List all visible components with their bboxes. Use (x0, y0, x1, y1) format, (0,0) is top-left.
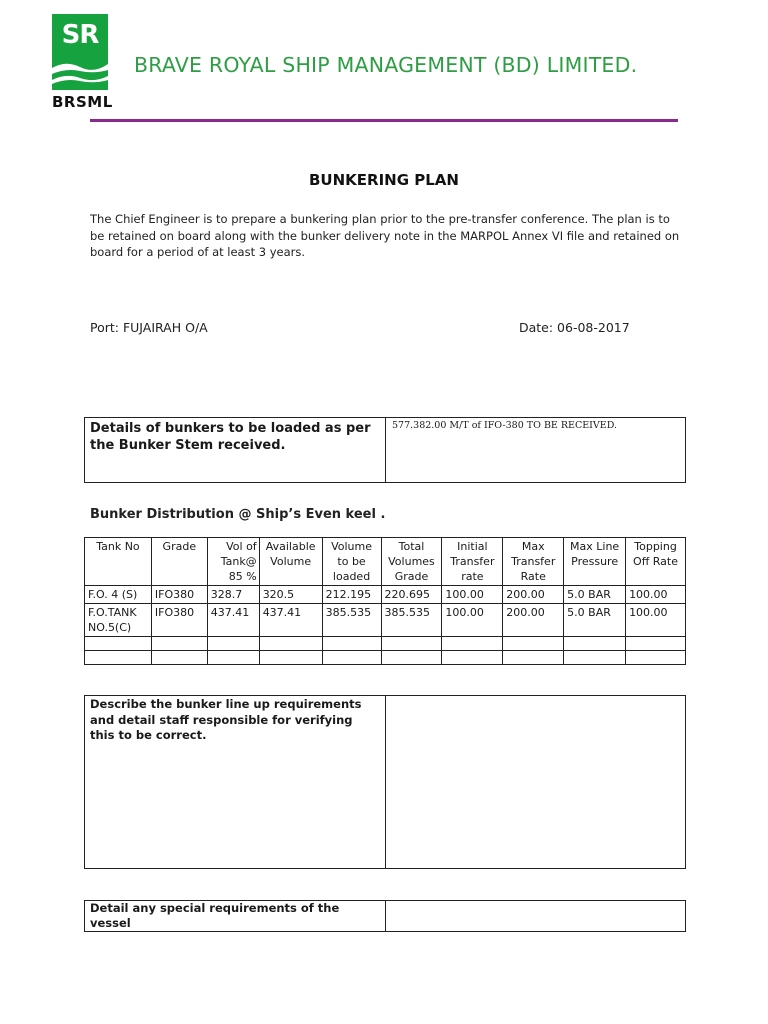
table-cell: 437.41 (207, 604, 259, 637)
table-cell (442, 651, 503, 665)
wave-icon (52, 58, 108, 90)
table-cell (85, 651, 152, 665)
table-cell (381, 637, 442, 651)
table-row (85, 586, 686, 604)
company-name: BRAVE ROYAL SHIP MANAGEMENT (BD) LIMITED. (134, 53, 638, 77)
table-cell (259, 637, 322, 651)
column-header: Volume to be loaded (322, 538, 381, 586)
table-cell: IFO380 (151, 604, 207, 637)
table-cell: 328.7 (207, 586, 259, 604)
distribution-heading: Bunker Distribution @ Ship’s Even keel . (90, 507, 386, 522)
table-cell (322, 637, 381, 651)
table-cell: 220.695 (381, 586, 442, 604)
column-header: Topping Off Rate (626, 538, 686, 586)
table-cell: 200.00 (503, 586, 564, 604)
table-cell: 100.00 (626, 604, 686, 637)
table-cell (564, 651, 626, 665)
table-cell: 100.00 (442, 586, 503, 604)
table-cell: 5.0 BAR (564, 604, 626, 637)
logo-badge (52, 14, 108, 90)
table-cell (85, 637, 152, 651)
column-header: Max Line Pressure (564, 538, 626, 586)
special-requirements-value (386, 901, 686, 932)
table-cell: 385.535 (322, 604, 381, 637)
table-cell (322, 651, 381, 665)
logo-letters: SR (61, 20, 99, 50)
table-cell (626, 637, 686, 651)
table-cell (207, 637, 259, 651)
column-header: Tank No (85, 538, 152, 586)
company-logo (52, 14, 108, 90)
table-header-row (85, 538, 686, 586)
table-cell: 100.00 (442, 604, 503, 637)
column-header: Vol of Tank@ 85 % (207, 538, 259, 586)
special-requirements-label: Detail any special requirements of the vessel (85, 901, 386, 932)
port-field: Port: FUJAIRAH O/A (90, 320, 208, 335)
table-cell: 437.41 (259, 604, 322, 637)
column-header: Grade (151, 538, 207, 586)
table-cell (503, 637, 564, 651)
header-divider (90, 119, 678, 122)
table-cell: 200.00 (503, 604, 564, 637)
intro-paragraph: The Chief Engineer is to prepare a bunkering plan prior to the pre-transfer conference. The plan is to be retained on board along with the bunker delivery note in the MARPOL Annex VI file and retained on board for a period of at least 3 years. (90, 212, 680, 259)
table-cell: 5.0 BAR (564, 586, 626, 604)
table-cell (259, 651, 322, 665)
distribution-table (84, 537, 686, 665)
column-header: Max Transfer Rate (503, 538, 564, 586)
bunker-details-value: 577.382.00 M/T of IFO-380 TO BE RECEIVED. (386, 418, 686, 483)
table-cell: 385.535 (381, 604, 442, 637)
table-cell: 320.5 (259, 586, 322, 604)
bunker-details-label: Details of bunkers to be loaded as per the Bunker Stem received. (85, 418, 386, 483)
special-requirements-table (84, 900, 686, 932)
table-row (85, 604, 686, 637)
page-title: BUNKERING PLAN (309, 171, 459, 189)
table-cell: F.O.TANK NO.5(C) (85, 604, 152, 637)
column-header: Available Volume (259, 538, 322, 586)
table-cell (151, 651, 207, 665)
date-field: Date: 06-08-2017 (519, 320, 630, 335)
table-cell: IFO380 (151, 586, 207, 604)
empty-row (85, 637, 686, 651)
table-cell (442, 637, 503, 651)
table-cell (626, 651, 686, 665)
bunker-details-table (84, 417, 686, 483)
column-header: Initial Transfer rate (442, 538, 503, 586)
table-cell (151, 637, 207, 651)
table-cell (503, 651, 564, 665)
logo-abbreviation: BRSML (52, 93, 113, 111)
table-cell: 212.195 (322, 586, 381, 604)
column-header: Total Volumes Grade (381, 538, 442, 586)
lineup-value (386, 696, 686, 869)
lineup-label: Describe the bunker line up requirements and detail staff responsible for verifying this to be correct. (85, 696, 386, 869)
table-cell (564, 637, 626, 651)
table-cell: F.O. 4 (S) (85, 586, 152, 604)
table-cell (207, 651, 259, 665)
empty-row (85, 651, 686, 665)
lineup-table (84, 695, 686, 869)
table-cell: 100.00 (626, 586, 686, 604)
table-cell (381, 651, 442, 665)
